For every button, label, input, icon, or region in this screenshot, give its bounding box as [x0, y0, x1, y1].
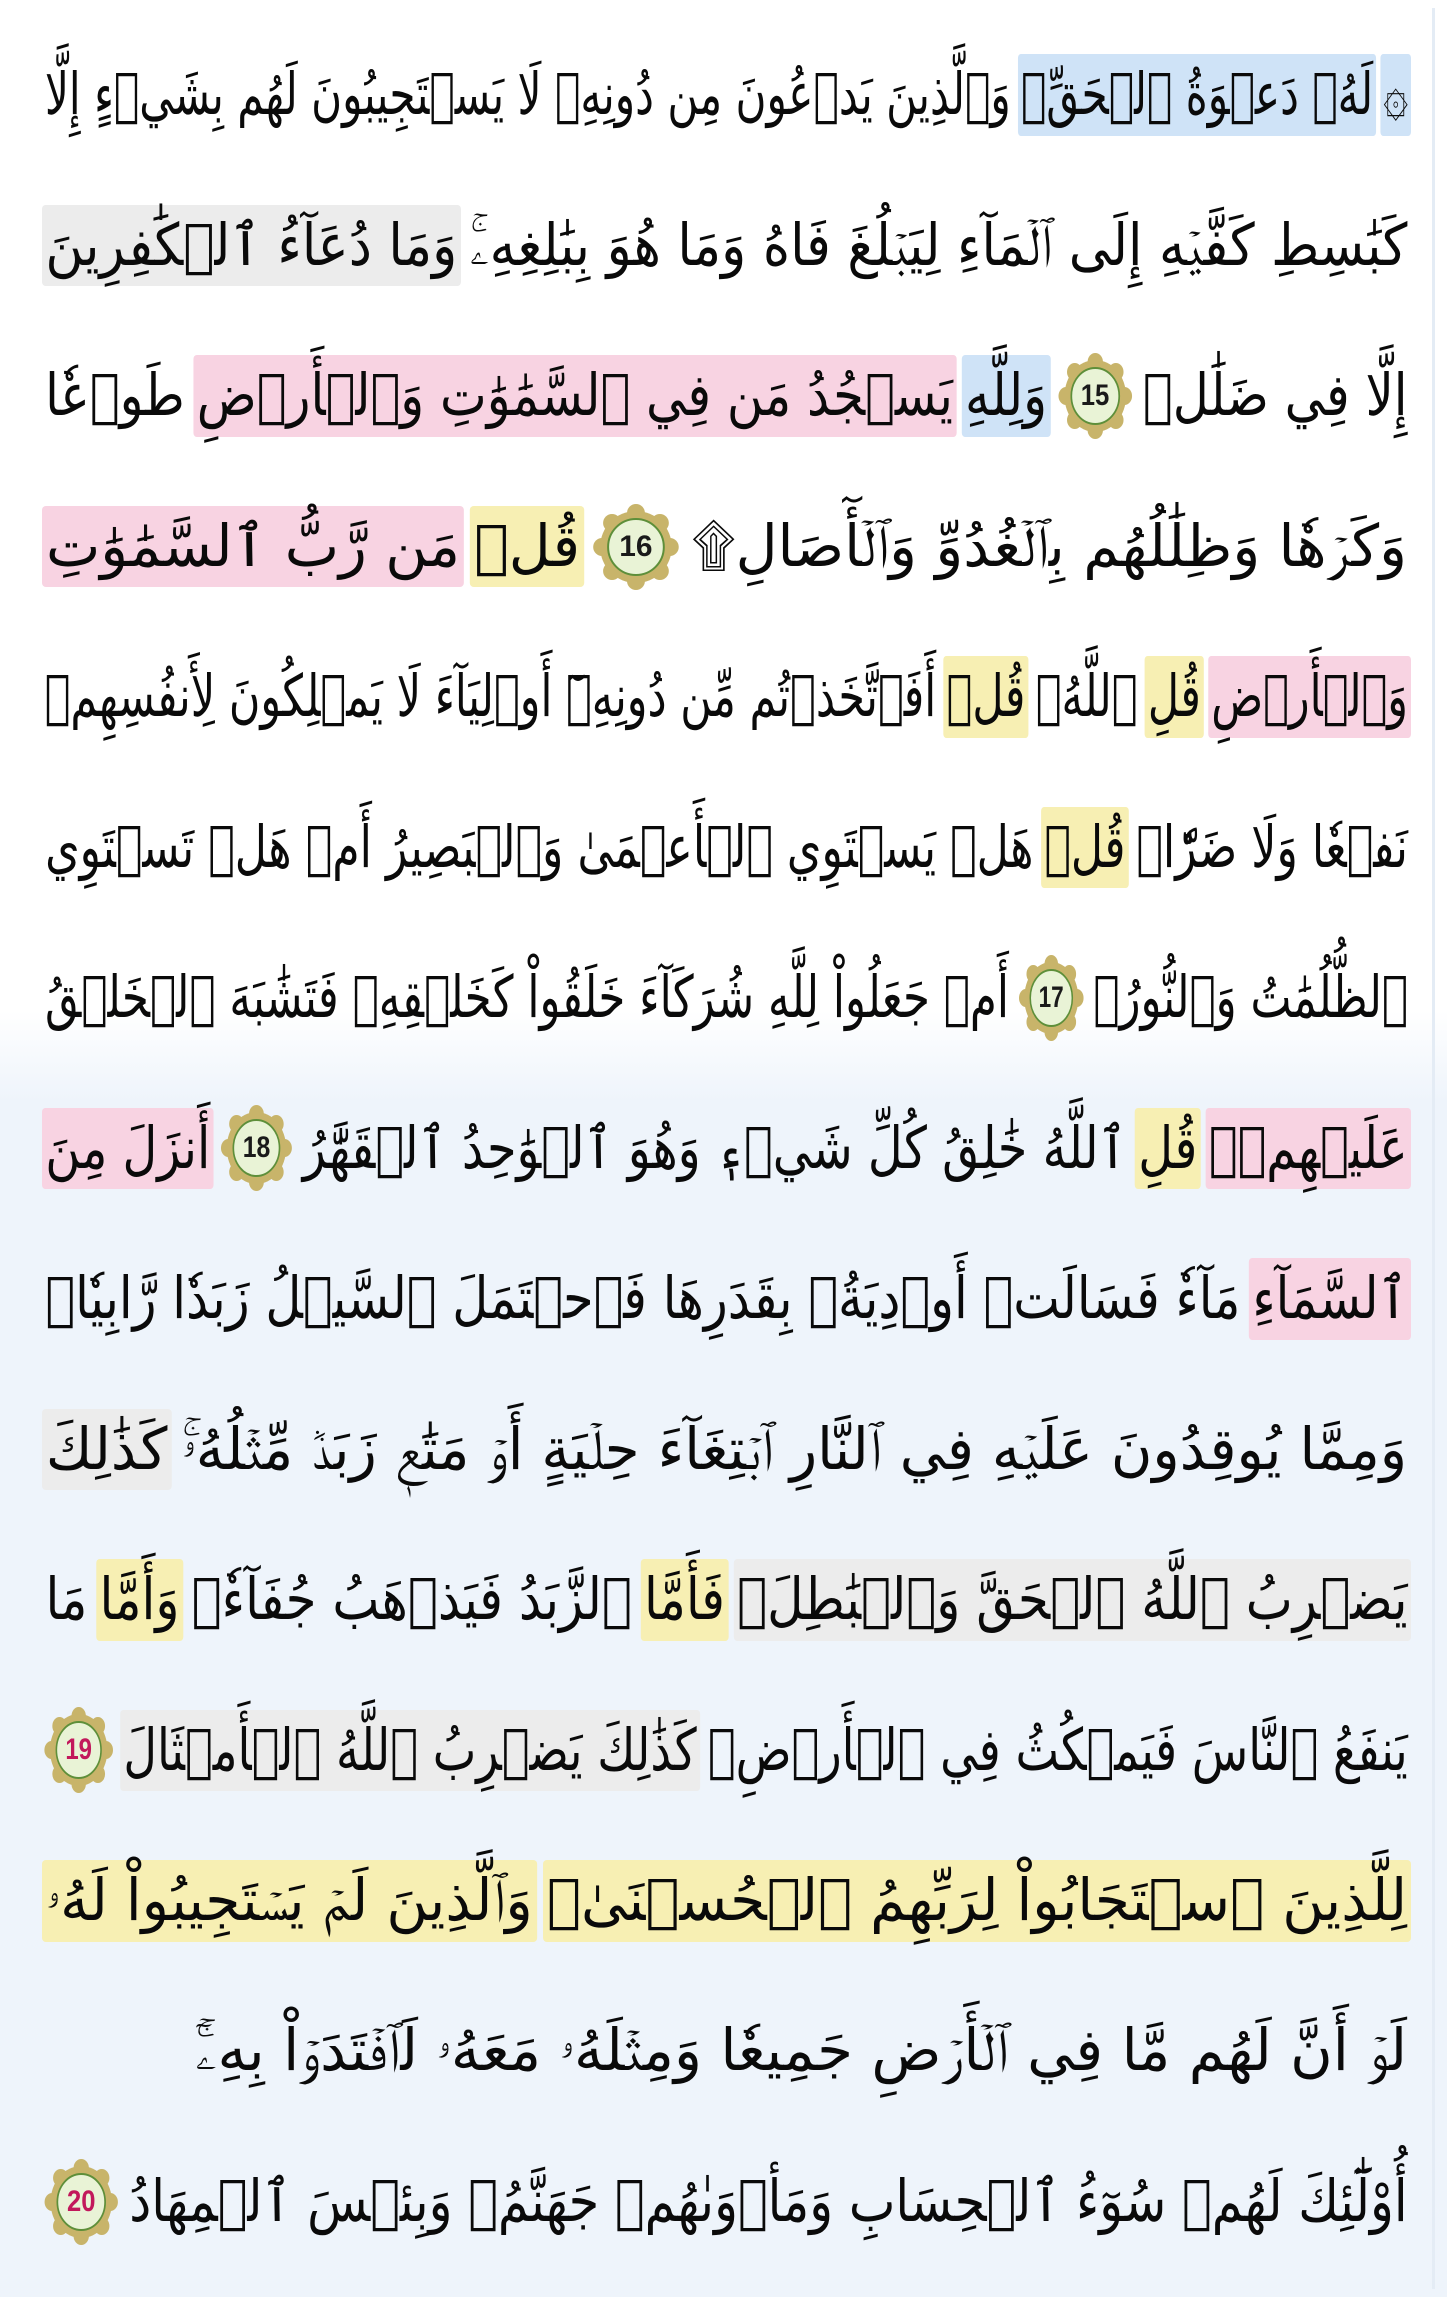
- verse-text: ٱلسَّمَآءِ: [1252, 1264, 1408, 1333]
- text-line: [42, 170, 1411, 320]
- verse-segment: [42, 355, 188, 437]
- verse-segment: [1206, 1108, 1411, 1190]
- verse-text: ٱللَّهُۚ: [1035, 662, 1138, 731]
- verse-text: وَكَرۡهٗا وَظِلَٰلُهُم بِٱلۡغُدُوِّ وَٱلۡأٓصَالِ۩: [691, 511, 1408, 580]
- verse-segment: [42, 957, 1012, 1039]
- verse-segment: [1208, 656, 1411, 738]
- verse-segment: [42, 506, 464, 588]
- verse-text: إِلَّا فِي ضَلَٰلٖ: [1142, 361, 1408, 430]
- verse-segment: [1249, 1258, 1411, 1340]
- line-content: [42, 1704, 1411, 1796]
- ayah-number-marker: [219, 1102, 295, 1194]
- verse-text: ٱللَّهُ خَٰلِقُ كُلِّ شَيۡءٖ وَهُوَ ٱلۡوَٰحِدُ ٱلۡقَهَّٰرُ: [302, 1113, 1127, 1182]
- text-line: [42, 1224, 1411, 1374]
- text-line: [42, 1525, 1411, 1675]
- verse-segment: [466, 205, 1411, 287]
- ayah-number-marker: [590, 501, 682, 593]
- verse-text: وَأَمَّا: [99, 1565, 180, 1634]
- verse-text: يَضۡرِبُ ٱللَّهُ ٱلۡحَقَّ وَٱلۡبَٰطِلَۚ: [737, 1565, 1408, 1634]
- text-line: [42, 1374, 1411, 1524]
- line-content: [42, 1860, 1411, 1942]
- verse-text: مَا: [45, 1565, 88, 1634]
- verse-text: مَآءٗ فَسَالَتۡ أَوۡدِيَةُۢ بِقَدَرِهَا فَٱحۡتَمَلَ ٱلسَّيۡلُ زَبَدٗا رَّابِيٗاۖ: [45, 1264, 1241, 1333]
- text-line: [42, 1826, 1411, 1976]
- ayah-number: 18: [242, 1131, 271, 1165]
- verse-text: فَأَمَّا: [643, 1565, 726, 1634]
- ayah-number-marker: [42, 1704, 115, 1796]
- verse-segment: [42, 1860, 537, 1942]
- verse-text: ٱلظُّلُمَٰتُ وَٱلنُّورُۗ: [1093, 963, 1408, 1032]
- sajda-verse-segment: [688, 506, 1411, 588]
- line-content: [42, 2010, 1411, 2092]
- text-line: [42, 622, 1411, 772]
- verse-text: قُلۡ: [1044, 812, 1126, 881]
- ayah-number: 15: [1080, 379, 1110, 413]
- text-line: [42, 471, 1411, 621]
- verse-text: قُلۡ: [946, 662, 1026, 731]
- verse-text: كَذَٰلِكَ يَضۡرِبُ ٱللَّهُ ٱلۡأَمۡثَالَ: [123, 1715, 697, 1784]
- line-content: [42, 1102, 1411, 1194]
- verse-segment: [1145, 656, 1204, 738]
- verse-text: وَلِلَّهِ: [964, 361, 1048, 430]
- verse-segment: [96, 1559, 183, 1641]
- ayah-number: 19: [65, 1733, 92, 1767]
- line-content: [42, 54, 1411, 136]
- verse-segment: [42, 1108, 214, 1190]
- ayah-number: 20: [67, 2184, 96, 2218]
- verse-segment: [944, 656, 1029, 738]
- text-line: [42, 1073, 1411, 1223]
- verse-segment: [1033, 656, 1141, 738]
- verse-text: وَمِمَّا يُوقِدُونَ عَلَيۡهِ فِي ٱلنَّارِ ٱبۡتِغَآءَ حِلۡيَةٍ أَوۡ مَتَٰعٖ زَبَدٞ مِّثۡلُهُۥۚ: [181, 1414, 1408, 1483]
- verse-segment: [1135, 1108, 1201, 1190]
- verse-text: قُلِ: [1147, 662, 1201, 731]
- line-content: [42, 1409, 1411, 1491]
- verse-segment: [734, 1559, 1411, 1641]
- verse-segment: [470, 506, 584, 588]
- line-content: [42, 656, 1411, 738]
- line-content: [42, 2156, 1411, 2248]
- verse-text: لِلَّذِينَ ٱسۡتَجَابُواْ لِرَبِّهِمُ ٱلۡحُسۡنَىٰۚ: [546, 1866, 1408, 1935]
- ayah-number: 17: [1038, 981, 1064, 1015]
- line-content: [42, 1559, 1411, 1641]
- verse-segment: [962, 355, 1051, 437]
- verse-segment: [1139, 355, 1411, 437]
- verse-segment: [1133, 807, 1411, 889]
- ayah-number: 16: [619, 529, 653, 563]
- ayah-number-marker: [42, 2156, 120, 2248]
- verse-segment: [1041, 807, 1128, 889]
- verse-text: وَٱلَّذِينَ يَدۡعُونَ مِن دُونِهِۦ لَا يَسۡتَجِيبُونَ لَهُم بِشَيۡءٍ إِلَّا: [44, 60, 1011, 129]
- verse-segment: [126, 2161, 1411, 2243]
- verse-segment: [705, 1710, 1411, 1792]
- ayah-number-marker: [1056, 350, 1135, 442]
- verse-segment: [42, 205, 461, 287]
- verse-segment: [640, 1559, 728, 1641]
- verse-segment: [42, 1409, 171, 1491]
- text-line: [42, 20, 1411, 170]
- line-content: [42, 952, 1411, 1044]
- verse-text: وَٱلۡأَرۡضِ: [1211, 662, 1409, 731]
- verse-segment: [42, 807, 1037, 889]
- text-line: [42, 1675, 1411, 1825]
- verse-text: عَلَيۡهِمۡۚ: [1208, 1113, 1408, 1182]
- verse-text: أَمۡ جَعَلُواْ لِلَّهِ شُرَكَآءَ خَلَقُواْ كَخَلۡقِهِۦ فَتَشَٰبَهَ ٱلۡخَلۡقُ: [45, 963, 1009, 1032]
- verse-text: لَهُۥ دَعۡوَةُ ٱلۡحَقِّۖ: [1020, 60, 1374, 129]
- verse-segment: [42, 54, 1014, 136]
- verse-segment: [1090, 957, 1411, 1039]
- line-content: [42, 205, 1411, 287]
- text-line: [42, 321, 1411, 471]
- verse-segment: [193, 355, 956, 437]
- verse-segment: [42, 1258, 1244, 1340]
- line-content: [42, 350, 1411, 442]
- verse-text: مَن رَّبُّ ٱلسَّمَٰوَٰتِ: [45, 511, 461, 580]
- ayah-number-marker: [1017, 952, 1086, 1044]
- verse-text: كَذَٰلِكَ: [45, 1414, 168, 1483]
- verse-text: وَمَا دُعَآءُ ٱلۡكَٰفِرِينَ: [45, 210, 458, 279]
- verse-segment: [191, 2010, 1411, 2092]
- verse-segment: [1018, 54, 1376, 136]
- verse-text: طَوۡعٗا: [45, 361, 185, 430]
- verse-text: ٱلزَّبَدُ فَيَذۡهَبُ جُفَآءٗۖ: [191, 1565, 632, 1634]
- verse-text: كَبَٰسِطِ كَفَّيۡهِ إِلَى ٱلۡمَآءِ لِيَبۡلُغَ فَاهُ وَمَا هُوَ بِبَٰلِغِهِۦۚ: [469, 210, 1408, 279]
- text-line: [42, 2127, 1411, 2277]
- verse-text: نَفۡعٗا وَلَا ضَرّٗاۚ: [1136, 812, 1408, 881]
- text-line: [42, 923, 1411, 1073]
- verse-text: يَنفَعُ ٱلنَّاسَ فَيَمۡكُثُ فِي ٱلۡأَرۡضِۚ: [707, 1715, 1408, 1784]
- rub-el-hizb-verse-segment: [1380, 54, 1411, 136]
- verse-text: ۞: [1383, 60, 1409, 129]
- verse-segment: [178, 1409, 1411, 1491]
- verse-text: أَنزَلَ مِنَ: [45, 1113, 211, 1182]
- verse-text: قُلۡ: [474, 511, 581, 580]
- verse-segment: [42, 656, 939, 738]
- line-content: [42, 1258, 1411, 1340]
- line-content: [42, 807, 1411, 889]
- verse-text: أَفَٱتَّخَذۡتُم مِّن دُونِهِۦٓ أَوۡلِيَآءَ لَا يَمۡلِكُونَ لِأَنفُسِهِمۡ: [44, 662, 937, 731]
- verse-text: لَوۡ أَنَّ لَهُم مَّا فِي ٱلۡأَرۡضِ جَمِيعٗا وَمِثۡلَهُۥ مَعَهُۥ لَٱفۡتَدَوۡاْ بِهِۦٓۚ: [195, 2016, 1407, 2085]
- verse-segment: [120, 1710, 700, 1792]
- text-line: [42, 1976, 1411, 2126]
- verse-segment: [42, 1559, 91, 1641]
- verse-segment: [188, 1559, 635, 1641]
- verse-text: يَسۡجُدُ مَن فِي ٱلسَّمَٰوَٰتِ وَٱلۡأَرۡضِ: [196, 361, 953, 430]
- line-content: [42, 501, 1411, 593]
- verse-segment: [543, 1860, 1411, 1942]
- text-line: [42, 772, 1411, 922]
- verse-text: قُلِ: [1138, 1113, 1198, 1182]
- verse-text: هَلۡ يَسۡتَوِي ٱلۡأَعۡمَىٰ وَٱلۡبَصِيرُ أَمۡ هَلۡ تَسۡتَوِي: [45, 812, 1034, 881]
- verse-segment: [299, 1108, 1130, 1190]
- verse-text: وَٱلَّذِينَ لَمۡ يَسۡتَجِيبُواْ لَهُۥ: [45, 1866, 533, 1935]
- verse-text: أُوْلَٰٓئِكَ لَهُمۡ سُوٓءُ ٱلۡحِسَابِ وَمَأۡوَىٰهُمۡ جَهَنَّمُۖ وَبِئۡسَ ٱلۡمِهَادُ: [129, 2166, 1408, 2235]
